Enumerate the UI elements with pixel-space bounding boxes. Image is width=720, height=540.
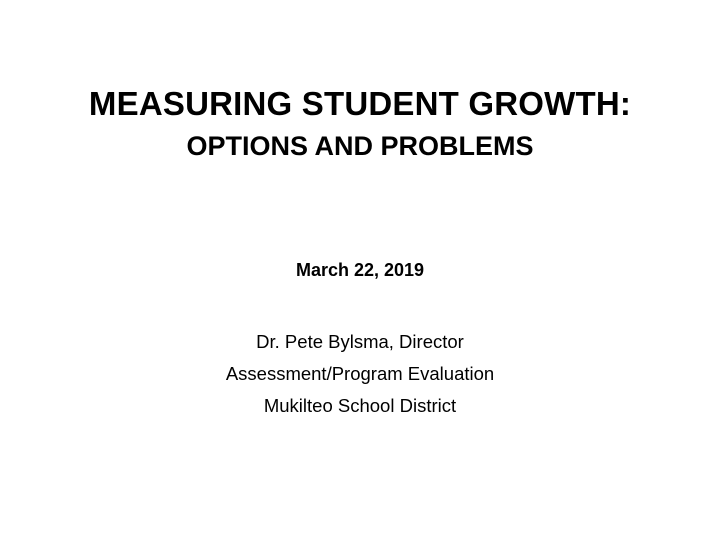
- slide-subtitle: OPTIONS AND PROBLEMS: [186, 131, 534, 161]
- presenter-organization: Mukilteo School District: [263, 395, 457, 416]
- title-block: [0, 82, 720, 166]
- presenter-name: Dr. Pete Bylsma, Director: [256, 331, 464, 352]
- presenter-block: [0, 326, 720, 422]
- presentation-date: March 22, 2019: [295, 260, 425, 280]
- slide-title: MEASURING STUDENT GROWTH:: [88, 85, 632, 122]
- presenter-department: Assessment/Program Evaluation: [225, 363, 495, 384]
